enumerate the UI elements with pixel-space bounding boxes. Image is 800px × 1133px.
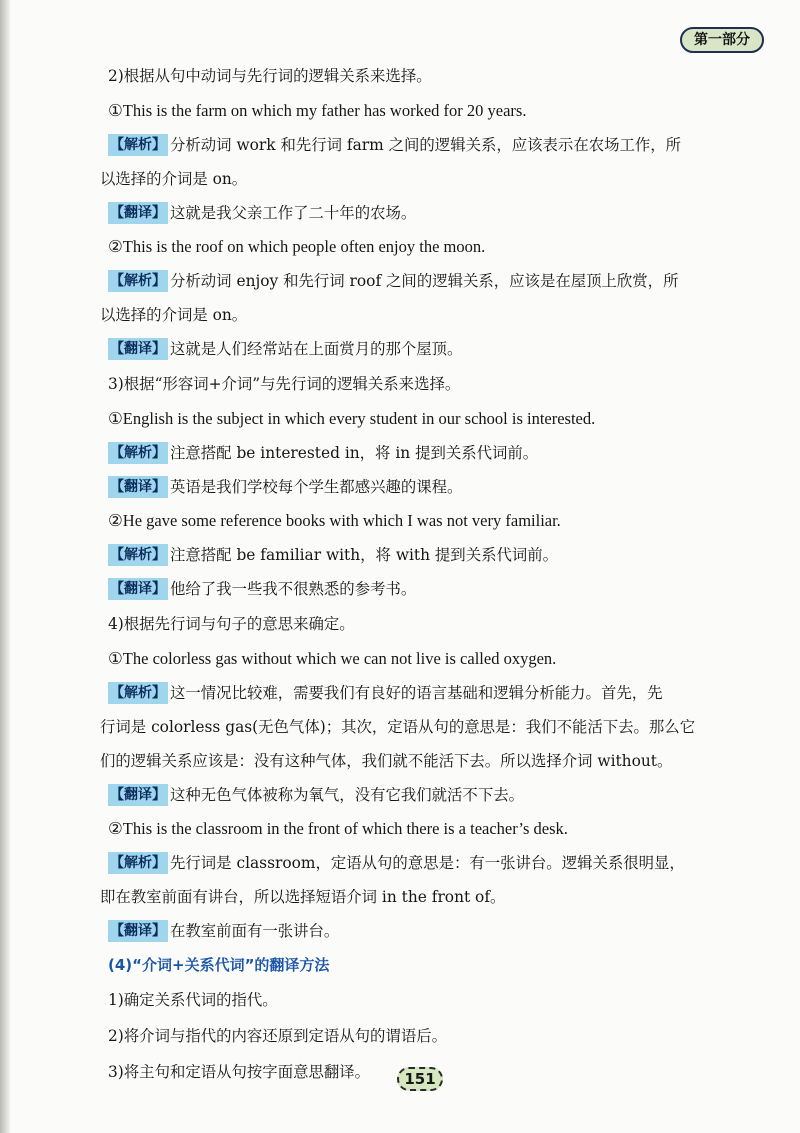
text-line: 3)根据“形容词+介词”与先行词的逻辑关系来选择。 bbox=[108, 375, 461, 393]
translation-tag: 【翻译】 bbox=[108, 920, 168, 942]
translation-tag: 【翻译】 bbox=[108, 784, 168, 806]
continuation-line: 以选择的介词是 on。 bbox=[100, 170, 248, 188]
translation-line: 【翻译】 他给了我一些我不很熟悉的参考书。 bbox=[110, 580, 417, 598]
text-line: 3)将主句和定语从句按字面意思翻译。 bbox=[108, 1063, 371, 1081]
page-content bbox=[100, 58, 756, 1090]
translation-tag: 【翻译】 bbox=[108, 338, 168, 360]
analysis-line: 【解析】 注意搭配 be familiar with，将 with 提到关系代词前。 bbox=[110, 546, 559, 564]
section-heading: (4)“介词+关系代词”的翻译方法 bbox=[108, 956, 330, 974]
analysis-tag: 【解析】 bbox=[108, 852, 168, 874]
text-line: 1)确定关系代词的指代。 bbox=[108, 991, 278, 1009]
continuation-line: 们的逻辑关系应该是：没有这种气体，我们就不能活下去。所以选择介词 without。 bbox=[100, 752, 673, 770]
analysis-line: 【解析】 先行词是 classroom，定语从句的意思是：有一张讲台。逻辑关系很明显， bbox=[110, 854, 685, 872]
translation-tag: 【翻译】 bbox=[108, 476, 168, 498]
translation-line: 【翻译】 英语是我们学校每个学生都感兴趣的课程。 bbox=[110, 478, 463, 496]
page-binding-edge bbox=[0, 0, 10, 1133]
analysis-line: 【解析】 这一情况比较难，需要我们有良好的语言基础和逻辑分析能力。首先，先 bbox=[110, 684, 663, 702]
example-sentence: ①This is the farm on which my father has worked for 20 years. bbox=[108, 101, 527, 120]
analysis-tag: 【解析】 bbox=[108, 544, 168, 566]
analysis-line: 【解析】 分析动词 work 和先行词 farm 之间的逻辑关系，应该表示在农场工作，所 bbox=[110, 136, 682, 154]
analysis-line: 【解析】 分析动词 enjoy 和先行词 roof 之间的逻辑关系，应该是在屋顶上欣赏，所 bbox=[110, 272, 679, 290]
translation-line: 【翻译】 这种无色气体被称为氧气，没有它我们就活不下去。 bbox=[110, 786, 524, 804]
text-line: 2)根据从句中动词与先行词的逻辑关系来选择。 bbox=[108, 67, 432, 85]
analysis-line: 【解析】 注意搭配 be interested in，将 in 提到关系代词前。 bbox=[110, 444, 539, 462]
translation-tag: 【翻译】 bbox=[108, 202, 168, 224]
continuation-line: 以选择的介词是 on。 bbox=[100, 306, 248, 324]
text-line: 4)根据先行词与句子的意思来确定。 bbox=[108, 615, 355, 633]
section-tab: 第一部分 bbox=[680, 27, 764, 53]
translation-tag: 【翻译】 bbox=[108, 578, 168, 600]
translation-line: 【翻译】 这就是我父亲工作了二十年的农场。 bbox=[110, 204, 417, 222]
continuation-line: 即在教室前面有讲台，所以选择短语介词 in the front of。 bbox=[100, 888, 506, 906]
example-sentence: ②He gave some reference books with which I was not very familiar. bbox=[108, 511, 561, 530]
analysis-tag: 【解析】 bbox=[108, 270, 168, 292]
example-sentence: ②This is the roof on which people often enjoy the moon. bbox=[108, 237, 486, 256]
analysis-tag: 【解析】 bbox=[108, 134, 168, 156]
continuation-line: 行词是 colorless gas(无色气体)；其次，定语从句的意思是：我们不能活下去。那么它 bbox=[100, 718, 696, 736]
text-line: 2)将介词与指代的内容还原到定语从句的谓语后。 bbox=[108, 1027, 447, 1045]
example-sentence: ②This is the classroom in the front of which there is a teacher’s desk. bbox=[108, 819, 568, 838]
example-sentence: ①English is the subject in which every student in our school is interested. bbox=[108, 409, 596, 428]
analysis-tag: 【解析】 bbox=[108, 682, 168, 704]
page-number: 151 bbox=[397, 1067, 443, 1091]
analysis-tag: 【解析】 bbox=[108, 442, 168, 464]
example-sentence: ①The colorless gas without which we can not live is called oxygen. bbox=[108, 649, 557, 668]
translation-line: 【翻译】 这就是人们经常站在上面赏月的那个屋顶。 bbox=[110, 340, 463, 358]
translation-line: 【翻译】 在教室前面有一张讲台。 bbox=[110, 922, 340, 940]
